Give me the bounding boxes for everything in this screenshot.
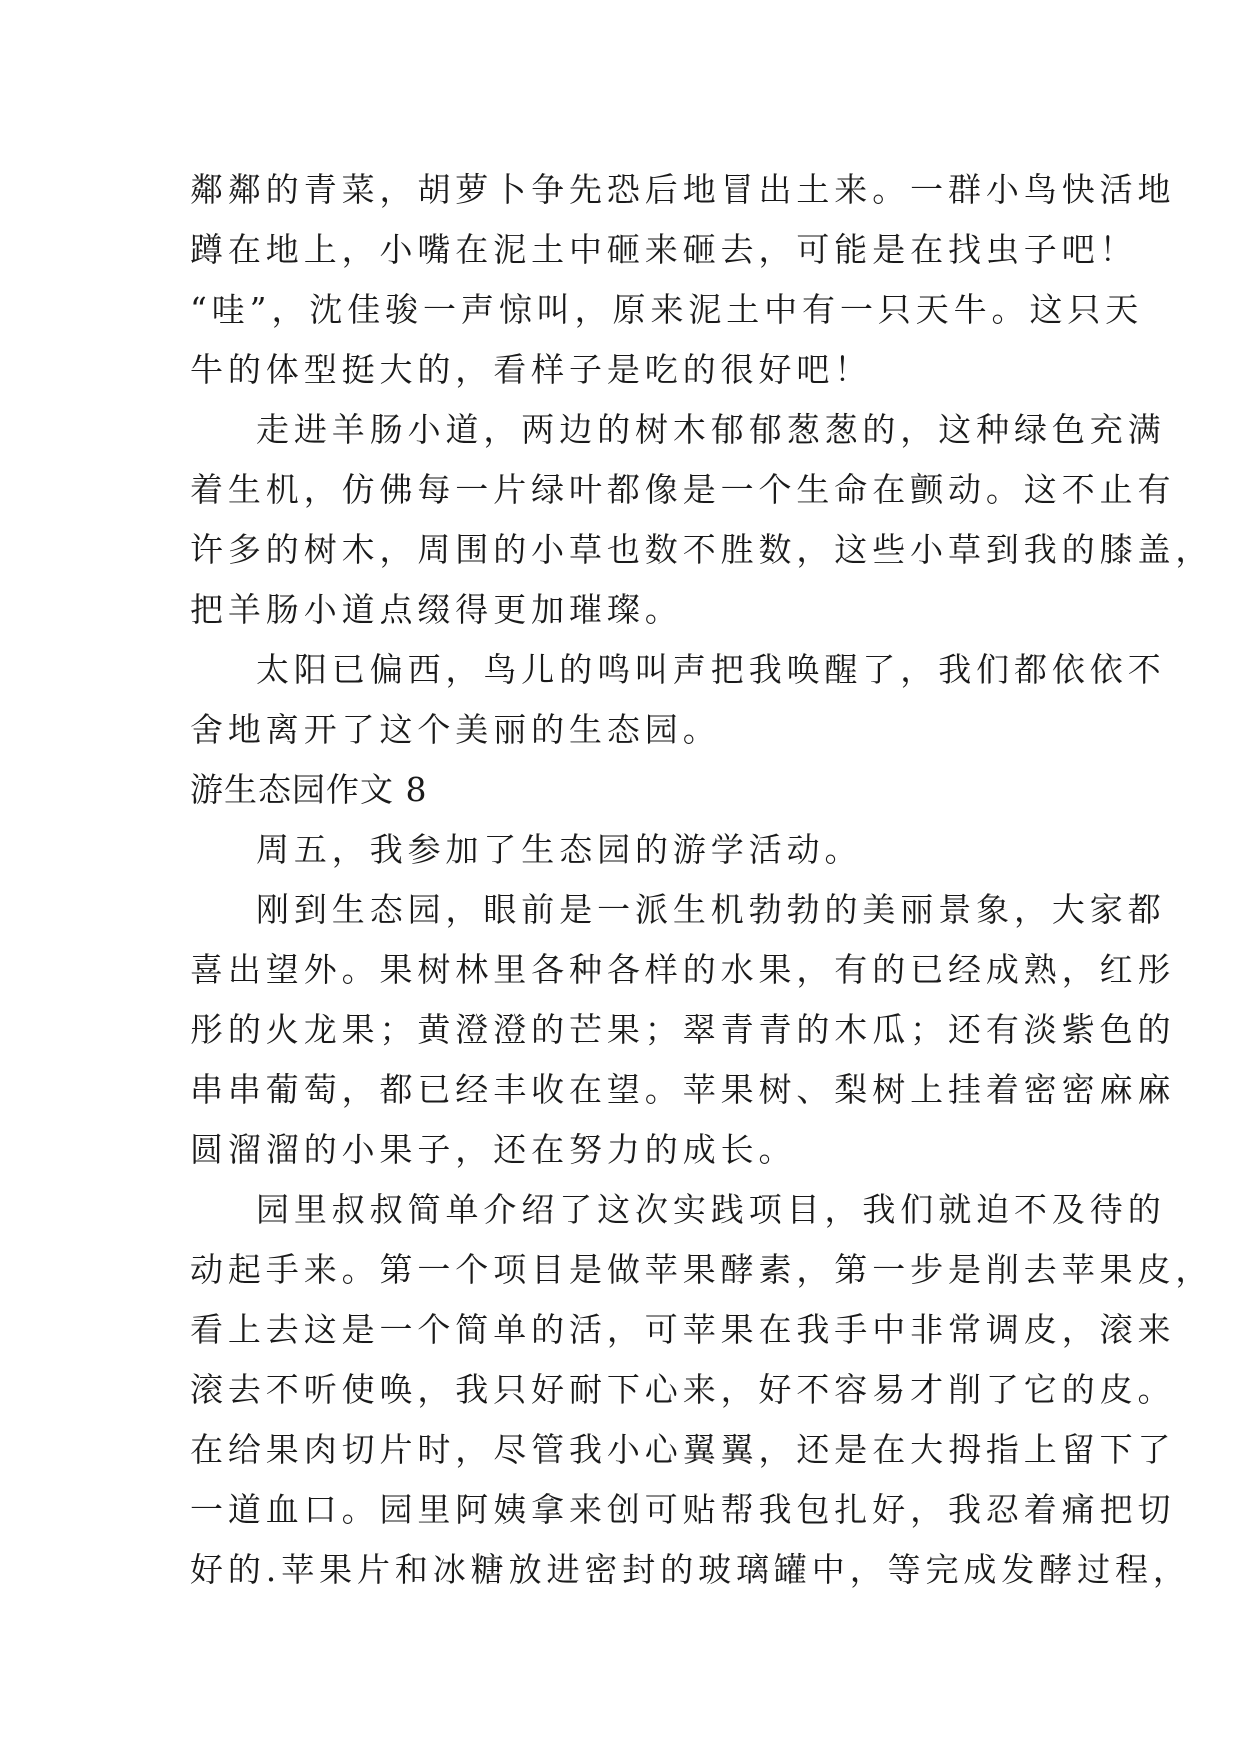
section-heading: 游生态园作文 8 [190, 770, 428, 809]
document-page [190, 160, 1214, 1600]
text-line: 周五，我参加了生态园的游学活动。 [256, 830, 863, 869]
text-line: 一道血口。园里阿姨拿来创可贴帮我包扎好，我忍着痛把切 [190, 1490, 1176, 1529]
text-line: 园里叔叔简单介绍了这次实践项目，我们就迫不及待的 [256, 1190, 1166, 1229]
text-line: 动起手来。第一个项目是做苹果酵素，第一步是削去苹果皮， [190, 1250, 1214, 1289]
text-line: 舍地离开了这个美丽的生态园。 [190, 710, 721, 749]
text-line: 喜出望外。果树林里各种各样的水果，有的已经成熟，红彤 [190, 950, 1176, 989]
text-line: 滚去不听使唤，我只好耐下心来，好不容易才削了它的皮。 [190, 1370, 1176, 1409]
text-line: 圆溜溜的小果子，还在努力的成长。 [190, 1130, 797, 1169]
text-line: 牛的体型挺大的，看样子是吃的很好吧！ [190, 350, 873, 389]
text-line: 许多的树木，周围的小草也数不胜数，这些小草到我的膝盖， [190, 530, 1214, 569]
text-line: 刚到生态园，眼前是一派生机勃勃的美丽景象，大家都 [256, 890, 1166, 929]
text-line: 好的.苹果片和冰糖放进密封的玻璃罐中，等完成发酵过程， [190, 1550, 1191, 1589]
text-line: 在给果肉切片时，尽管我小心翼翼，还是在大拇指上留下了 [190, 1430, 1176, 1469]
text-line: 鄰鄰的青菜，胡萝卜争先恐后地冒出土来。一群小鸟快活地 [190, 170, 1176, 209]
text-line: 蹲在地上，小嘴在泥土中砸来砸去，可能是在找虫子吧！ [190, 230, 1138, 269]
text-line: 着生机，仿佛每一片绿叶都像是一个生命在颤动。这不止有 [190, 470, 1176, 509]
text-line: 彤的火龙果；黄澄澄的芒果；翠青青的木瓜；还有淡紫色的 [190, 1010, 1176, 1049]
text-line: 串串葡萄，都已经丰收在望。苹果树、梨树上挂着密密麻麻 [190, 1070, 1176, 1109]
text-line: 把羊肠小道点缀得更加璀璨。 [190, 590, 683, 629]
text-line: 太阳已偏西，鸟儿的鸣叫声把我唤醒了，我们都依依不 [256, 650, 1166, 689]
text-line: 走进羊肠小道，两边的树木郁郁葱葱的，这种绿色充满 [256, 410, 1166, 449]
text-line: “哇”，沈佳骏一声惊叫，原来泥土中有一只天牛。这只天 [190, 290, 1144, 329]
text-line: 看上去这是一个简单的活，可苹果在我手中非常调皮，滚来 [190, 1310, 1176, 1349]
